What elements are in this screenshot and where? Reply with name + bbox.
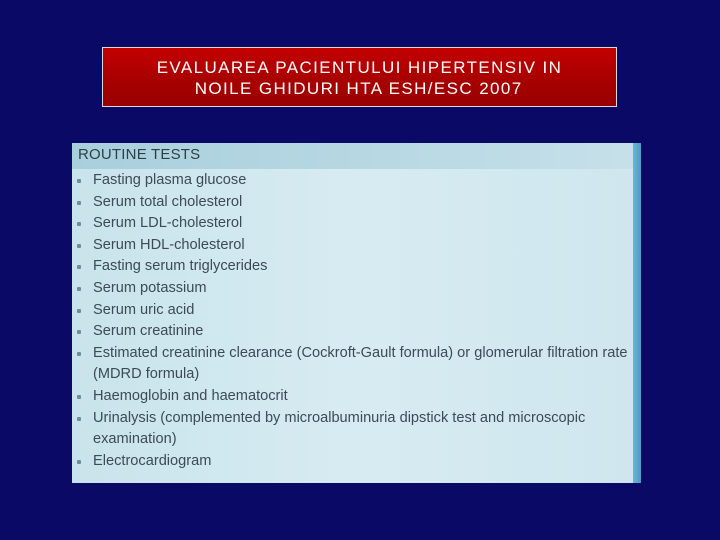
list-item (72, 300, 633, 322)
routine-tests-list (72, 170, 633, 472)
square-bullet-icon (77, 179, 81, 183)
list-item (72, 408, 633, 451)
square-bullet-icon (77, 244, 81, 248)
list-item-text: Urinalysis (complemented by microalbuminuria dipstick test and microscopic examination) (93, 409, 586, 448)
list-item-text: Serum potassium (93, 279, 207, 296)
list-item (72, 192, 633, 214)
list-item-text: Electrocardiogram (93, 452, 212, 469)
list-item-text: Estimated creatinine clearance (Cockroft-Gault formula) or glomerular filtration rate (MDRD formula) (93, 344, 628, 383)
square-bullet-icon (77, 330, 81, 334)
list-item (72, 321, 633, 343)
slide-title-line-2: NOILE GHIDURI HTA ESH/ESC 2007 (194, 79, 523, 98)
square-bullet-icon (77, 395, 81, 399)
list-item (72, 343, 633, 386)
list-item-text: Haemoglobin and haematocrit (93, 387, 288, 404)
square-bullet-icon (77, 309, 81, 313)
panel-header-bar (72, 143, 633, 169)
list-item (72, 170, 633, 192)
routine-tests-panel (72, 143, 641, 483)
square-bullet-icon (77, 460, 81, 464)
list-item-text: Fasting serum triglycerides (93, 258, 268, 275)
list-item (72, 235, 633, 257)
slide-title-line-1: EVALUAREA PACIENTULUI HIPERTENSIV IN (156, 58, 563, 77)
list-item (72, 278, 633, 300)
square-bullet-icon (77, 222, 81, 226)
list-item-text: Serum HDL-cholesterol (93, 236, 245, 253)
list-item (72, 451, 633, 473)
list-item-text: Serum LDL-cholesterol (93, 215, 243, 232)
panel-title: ROUTINE TESTS (78, 146, 201, 163)
list-item (72, 386, 633, 408)
list-item (72, 256, 633, 278)
list-item-text: Serum creatinine (93, 323, 204, 340)
panel-right-edge (633, 143, 641, 483)
slide-title (157, 57, 563, 99)
square-bullet-icon (77, 352, 81, 356)
square-bullet-icon (77, 265, 81, 269)
list-item-text: Serum total cholesterol (93, 193, 243, 210)
list-item-text: Serum uric acid (93, 301, 195, 318)
list-item (72, 213, 633, 235)
list-item-text: Fasting plasma glucose (93, 172, 247, 188)
square-bullet-icon (77, 417, 81, 421)
square-bullet-icon (77, 287, 81, 291)
slide-title-box (102, 47, 617, 107)
square-bullet-icon (77, 201, 81, 205)
